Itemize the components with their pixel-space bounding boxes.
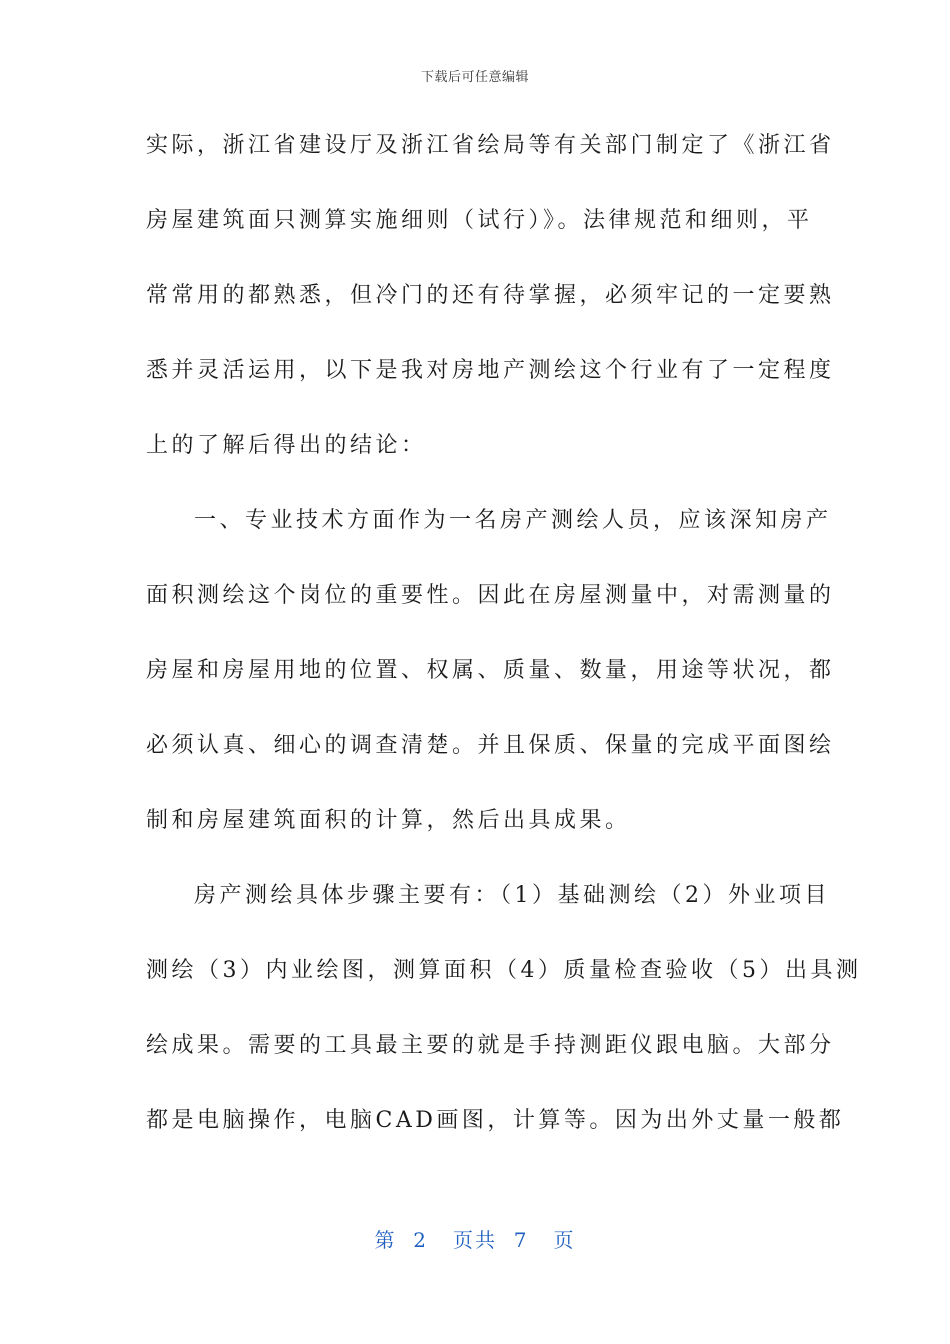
text-line: 房屋和房屋用地的位置、权属、质量、数量，用途等状况，都	[146, 658, 835, 683]
text-line: 制和房屋建筑面积的计算，然后出具成果。	[146, 808, 631, 833]
paragraph-start-line: 房产测绘具体步骤主要有：（1）基础测绘（2）外业项目	[194, 883, 830, 908]
text-line: 房屋建筑面只测算实施细则（试行）》。法律规范和细则，平	[146, 208, 813, 233]
text-line: 实际，浙江省建设厅及浙江省绘局等有关部门制定了《浙江省	[146, 133, 835, 158]
text-line: 面积测绘这个岗位的重要性。因此在房屋测量中，对需测量的	[146, 583, 835, 608]
text-line: 上的了解后得出的结论：	[146, 433, 427, 458]
paragraph-start-line: 一、专业技术方面作为一名房产测绘人员，应该深知房产	[194, 508, 832, 533]
page-number-footer: 第 2 页共 7 页	[374, 1228, 576, 1252]
text-line: 测绘（3）内业绘图，测算面积（4）质量检查验收（5）出具测	[146, 958, 862, 983]
text-line: 必须认真、细心的调查清楚。并且保质、保量的完成平面图绘	[146, 733, 835, 758]
text-line: 常常用的都熟悉，但冷门的还有待掌握，必须牢记的一定要熟	[146, 283, 835, 308]
document-body	[146, 116, 862, 1166]
text-line: 绘成果。需要的工具最主要的就是手持测距仪跟电脑。大部分	[146, 1033, 835, 1058]
text-line: 都是电脑操作，电脑CAD画图，计算等。因为出外丈量一般都	[146, 1108, 845, 1133]
page-header-note: 下载后可任意编辑	[420, 70, 529, 85]
text-line: 悉并灵活运用，以下是我对房地产测绘这个行业有了一定程度	[146, 358, 835, 383]
